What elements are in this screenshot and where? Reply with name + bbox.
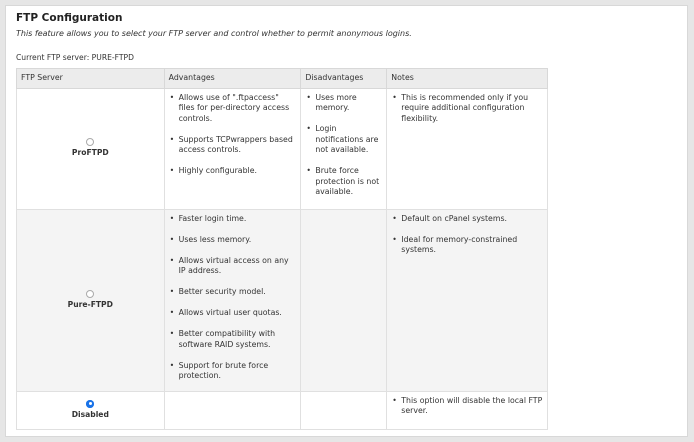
server-radio-button[interactable]	[86, 138, 94, 146]
page-description: This feature allows you to select your FTP server and control whether to permit anonymous logins.	[16, 29, 412, 38]
server-option-cell[interactable]	[17, 88, 165, 209]
list-item: • Better security model.	[169, 287, 297, 298]
table-row	[17, 88, 548, 209]
advantages-cell	[164, 391, 301, 429]
list-item: • Better compatibility with software RAID systems.	[169, 329, 297, 350]
header-disadvantages: Disadvantages	[301, 69, 387, 89]
notes-cell	[387, 88, 548, 209]
list-item: • Supports TCPwrappers based access controls.	[169, 135, 297, 156]
notes-list	[391, 214, 543, 256]
list-item: • Allows virtual user quotas.	[169, 308, 297, 319]
advantages-cell	[164, 88, 301, 209]
advantages-list	[169, 214, 297, 382]
server-radio-button[interactable]	[86, 290, 94, 298]
page-title: FTP Configuration	[16, 12, 123, 24]
list-item: • Uses less memory.	[169, 235, 297, 246]
disadvantages-list	[305, 93, 382, 198]
ftp-server-table	[16, 68, 548, 430]
list-item: • Login notifications are not available.	[305, 124, 382, 156]
table-row	[17, 391, 548, 429]
list-item: • This is recommended only if you require additional configuration flexibility.	[391, 93, 543, 125]
list-item: • This option will disable the local FTP server.	[391, 396, 543, 417]
disadvantages-cell	[301, 88, 387, 209]
list-item: • Ideal for memory-constrained systems.	[391, 235, 543, 256]
list-item: • Allows use of ".ftpaccess" files for per-directory access controls.	[169, 93, 297, 125]
notes-list	[391, 396, 543, 417]
server-option-cell[interactable]	[17, 209, 165, 391]
disadvantages-cell	[301, 209, 387, 391]
advantages-cell	[164, 209, 301, 391]
list-item: • Support for brute force protection.	[169, 361, 297, 382]
advantages-list	[169, 93, 297, 177]
server-name-label[interactable]: Disabled	[71, 409, 109, 419]
list-item: • Faster login time.	[169, 214, 297, 225]
notes-cell	[387, 391, 548, 429]
server-radio-button[interactable]	[86, 400, 94, 408]
list-item: • Default on cPanel systems.	[391, 214, 543, 225]
disadvantages-cell	[301, 391, 387, 429]
header-notes: Notes	[387, 69, 548, 89]
notes-cell	[387, 209, 548, 391]
list-item: • Highly configurable.	[169, 166, 297, 177]
list-item: • Uses more memory.	[305, 93, 382, 114]
ftp-configuration-panel	[5, 5, 688, 437]
server-name-label[interactable]: ProFTPD	[71, 148, 109, 158]
notes-list	[391, 93, 543, 125]
table-header-row	[17, 69, 548, 89]
server-option-cell[interactable]	[17, 391, 165, 429]
list-item: • Brute force protection is not available.	[305, 166, 382, 198]
list-item: • Allows virtual access on any IP address.	[169, 256, 297, 277]
header-advantages: Advantages	[164, 69, 301, 89]
table-row	[17, 209, 548, 391]
header-ftp-server: FTP Server	[17, 69, 165, 89]
server-name-label[interactable]: Pure-FTPD	[67, 299, 113, 309]
current-ftp-server: Current FTP server: PURE-FTPD	[16, 53, 134, 62]
